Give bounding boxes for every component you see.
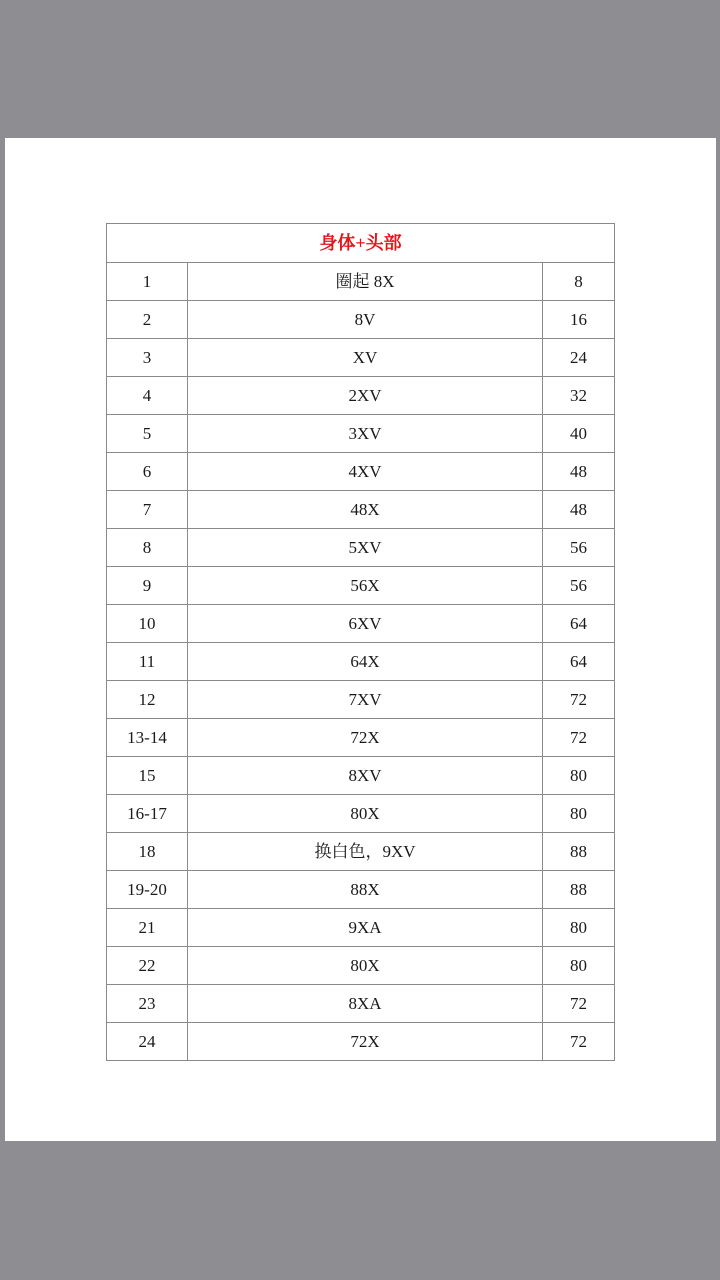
instruction-cell: 8XV	[188, 757, 543, 795]
table-row	[107, 529, 615, 567]
round-cell: 12	[107, 681, 188, 719]
stitch-count-cell: 88	[543, 871, 615, 909]
round-cell: 6	[107, 453, 188, 491]
table-row	[107, 377, 615, 415]
instruction-cell: 64X	[188, 643, 543, 681]
instruction-cell: 72X	[188, 1023, 543, 1061]
instruction-cell: 7XV	[188, 681, 543, 719]
table-row	[107, 301, 615, 339]
stitch-count-cell: 56	[543, 529, 615, 567]
round-cell: 1	[107, 263, 188, 301]
instruction-cell: 8XA	[188, 985, 543, 1023]
table-row	[107, 643, 615, 681]
pattern-table	[106, 223, 615, 1061]
round-cell: 7	[107, 491, 188, 529]
stitch-count-cell: 72	[543, 719, 615, 757]
round-cell: 15	[107, 757, 188, 795]
instruction-cell: XV	[188, 339, 543, 377]
instruction-cell: 8V	[188, 301, 543, 339]
round-cell: 9	[107, 567, 188, 605]
round-cell: 22	[107, 947, 188, 985]
stitch-count-cell: 64	[543, 605, 615, 643]
round-cell: 11	[107, 643, 188, 681]
stitch-count-cell: 72	[543, 1023, 615, 1061]
round-cell: 13-14	[107, 719, 188, 757]
stitch-count-cell: 72	[543, 681, 615, 719]
stitch-count-cell: 16	[543, 301, 615, 339]
round-cell: 18	[107, 833, 188, 871]
table-row	[107, 263, 615, 301]
instruction-cell: 3XV	[188, 415, 543, 453]
instruction-cell: 2XV	[188, 377, 543, 415]
instruction-cell: 80X	[188, 795, 543, 833]
stitch-count-cell: 80	[543, 947, 615, 985]
round-cell: 19-20	[107, 871, 188, 909]
instruction-cell: 72X	[188, 719, 543, 757]
table-row	[107, 719, 615, 757]
instruction-cell: 圈起 8X	[188, 263, 543, 301]
table-row	[107, 757, 615, 795]
round-cell: 21	[107, 909, 188, 947]
instruction-cell: 6XV	[188, 605, 543, 643]
table-row	[107, 605, 615, 643]
stitch-count-cell: 40	[543, 415, 615, 453]
stitch-count-cell: 64	[543, 643, 615, 681]
table-title: 身体+头部	[107, 224, 615, 263]
table-body	[107, 263, 615, 1061]
round-cell: 4	[107, 377, 188, 415]
stitch-count-cell: 8	[543, 263, 615, 301]
table-row	[107, 453, 615, 491]
table-row	[107, 1023, 615, 1061]
stitch-count-cell: 80	[543, 795, 615, 833]
stitch-count-cell: 80	[543, 909, 615, 947]
table-row	[107, 985, 615, 1023]
table-row	[107, 947, 615, 985]
stitch-count-cell: 72	[543, 985, 615, 1023]
table-row	[107, 909, 615, 947]
instruction-cell: 9XA	[188, 909, 543, 947]
stitch-count-cell: 48	[543, 491, 615, 529]
stitch-count-cell: 24	[543, 339, 615, 377]
table-row	[107, 415, 615, 453]
table-row	[107, 339, 615, 377]
instruction-cell: 4XV	[188, 453, 543, 491]
table-row	[107, 871, 615, 909]
stitch-count-cell: 56	[543, 567, 615, 605]
instruction-cell: 88X	[188, 871, 543, 909]
round-cell: 3	[107, 339, 188, 377]
table-row	[107, 795, 615, 833]
table-row	[107, 681, 615, 719]
document-page	[5, 138, 716, 1141]
round-cell: 24	[107, 1023, 188, 1061]
table-header-row	[107, 224, 615, 263]
instruction-cell: 5XV	[188, 529, 543, 567]
round-cell: 23	[107, 985, 188, 1023]
stitch-count-cell: 32	[543, 377, 615, 415]
instruction-cell: 56X	[188, 567, 543, 605]
table-row	[107, 567, 615, 605]
instruction-cell: 换白色，9XV	[188, 833, 543, 871]
round-cell: 10	[107, 605, 188, 643]
round-cell: 5	[107, 415, 188, 453]
round-cell: 2	[107, 301, 188, 339]
instruction-cell: 80X	[188, 947, 543, 985]
round-cell: 8	[107, 529, 188, 567]
stitch-count-cell: 48	[543, 453, 615, 491]
stitch-count-cell: 80	[543, 757, 615, 795]
instruction-cell: 48X	[188, 491, 543, 529]
table-row	[107, 833, 615, 871]
round-cell: 16-17	[107, 795, 188, 833]
table-row	[107, 491, 615, 529]
stitch-count-cell: 88	[543, 833, 615, 871]
